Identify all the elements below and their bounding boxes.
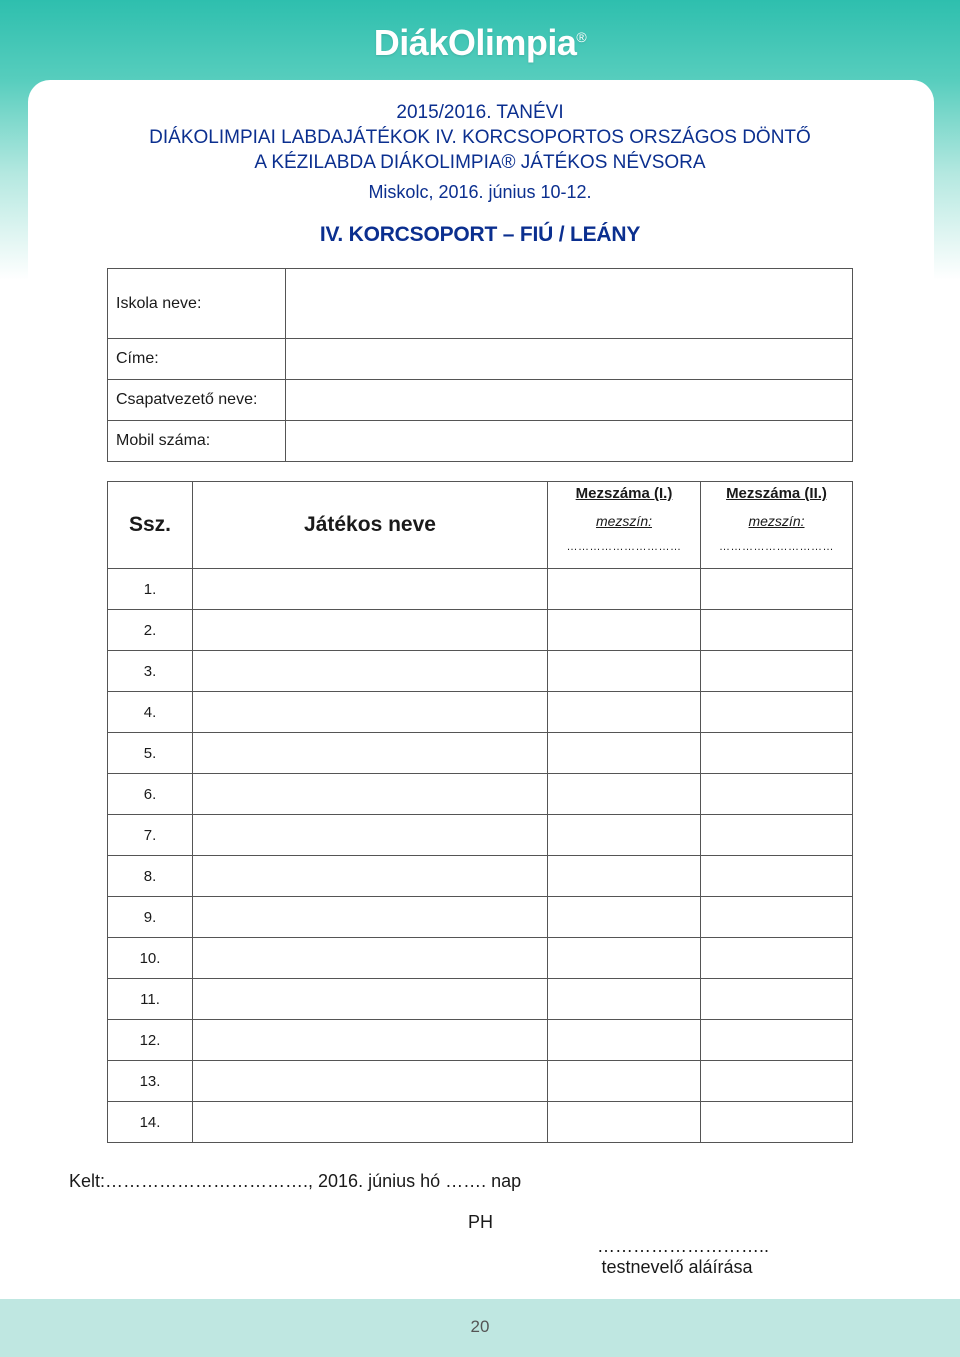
jersey-2-cell[interactable]	[701, 1020, 853, 1061]
jersey-1-cell[interactable]	[548, 733, 701, 774]
jersey-1-cell[interactable]	[548, 651, 701, 692]
jersey-1-cell[interactable]	[548, 938, 701, 979]
info-row-address	[108, 339, 853, 380]
info-row-school	[108, 269, 853, 339]
table-row	[108, 815, 853, 856]
info-row-team-leader	[108, 380, 853, 421]
row-number: 11.	[108, 979, 193, 1020]
title-event: DIÁKOLIMPIAI LABDAJÁTÉKOK IV. KORCSOPORTOS ORSZÁGOS DÖNTŐ	[149, 127, 811, 148]
jersey-2-cell[interactable]	[701, 733, 853, 774]
player-name-cell[interactable]	[193, 938, 548, 979]
logo-registered-mark: ®	[576, 29, 587, 45]
table-row	[108, 938, 853, 979]
player-name-cell[interactable]	[193, 569, 548, 610]
info-value-mobile[interactable]	[286, 421, 853, 462]
jersey-2-cell[interactable]	[701, 856, 853, 897]
jersey-2-cell[interactable]	[701, 651, 853, 692]
jersey-1-color-label: mezszín:	[595, 513, 652, 529]
jersey-1-title: Mezszáma (I.)	[575, 485, 673, 502]
signature-label: testnevelő aláírása	[601, 1257, 753, 1277]
table-row	[108, 692, 853, 733]
row-number: 14.	[108, 1102, 193, 1143]
document-title	[0, 100, 960, 207]
player-roster-table	[107, 481, 853, 1143]
player-name-cell[interactable]	[193, 774, 548, 815]
jersey-1-cell[interactable]	[548, 692, 701, 733]
player-name-cell[interactable]	[193, 1020, 548, 1061]
title-school-year: 2015/2016. TANÉVI	[396, 102, 564, 123]
jersey-1-cell[interactable]	[548, 1061, 701, 1102]
jersey-1-cell[interactable]	[548, 815, 701, 856]
jersey-1-cell[interactable]	[548, 856, 701, 897]
player-name-cell[interactable]	[193, 692, 548, 733]
jersey-2-cell[interactable]	[701, 979, 853, 1020]
info-label-mobile: Mobil száma:	[108, 421, 286, 462]
jersey-2-title: Mezszáma (II.)	[726, 485, 827, 502]
info-label-address: Címe:	[108, 339, 286, 380]
table-row	[108, 733, 853, 774]
info-label-team-leader: Csapatvezető neve:	[108, 380, 286, 421]
info-label-school: Iskola neve:	[108, 269, 286, 339]
player-name-cell[interactable]	[193, 979, 548, 1020]
row-number: 6.	[108, 774, 193, 815]
player-name-cell[interactable]	[193, 1102, 548, 1143]
jersey-1-cell[interactable]	[548, 897, 701, 938]
title-venue: Miskolc, 2016. június 10-12.	[368, 182, 592, 202]
roster-header-row	[108, 482, 853, 569]
row-number: 5.	[108, 733, 193, 774]
jersey-1-cell[interactable]	[548, 979, 701, 1020]
title-roster: A KÉZILABDA DIÁKOLIMPIA® JÁTÉKOS NÉVSORA	[254, 152, 706, 173]
player-name-cell[interactable]	[193, 815, 548, 856]
row-number: 1.	[108, 569, 193, 610]
table-row	[108, 651, 853, 692]
info-value-address[interactable]	[286, 339, 853, 380]
jersey-1-cell[interactable]	[548, 774, 701, 815]
signature-block	[597, 1236, 770, 1278]
jersey-2-cell[interactable]	[701, 692, 853, 733]
row-number: 4.	[108, 692, 193, 733]
jersey-2-cell[interactable]	[701, 815, 853, 856]
header-player-name: Játékos neve	[193, 482, 548, 569]
header-jersey-2	[701, 482, 853, 569]
table-row	[108, 979, 853, 1020]
row-number: 8.	[108, 856, 193, 897]
page-footer-band	[0, 1299, 960, 1357]
info-value-school[interactable]	[286, 269, 853, 339]
player-name-cell[interactable]	[193, 856, 548, 897]
info-value-team-leader[interactable]	[286, 380, 853, 421]
player-name-cell[interactable]	[193, 651, 548, 692]
page-number: 20	[470, 1317, 490, 1336]
jersey-2-cell[interactable]	[701, 610, 853, 651]
jersey-2-cell[interactable]	[701, 938, 853, 979]
player-name-cell[interactable]	[193, 897, 548, 938]
jersey-2-cell[interactable]	[701, 774, 853, 815]
signature-line: ………………………..	[597, 1236, 770, 1256]
jersey-2-color-label: mezszín:	[748, 513, 805, 529]
row-number: 3.	[108, 651, 193, 692]
jersey-2-cell[interactable]	[701, 1061, 853, 1102]
jersey-2-cell[interactable]	[701, 569, 853, 610]
table-row	[108, 897, 853, 938]
table-row	[108, 1020, 853, 1061]
jersey-1-cell[interactable]	[548, 1020, 701, 1061]
info-row-mobile	[108, 421, 853, 462]
row-number: 12.	[108, 1020, 193, 1061]
stamp-placeholder: PH	[468, 1212, 494, 1232]
jersey-1-cell[interactable]	[548, 610, 701, 651]
diakolimpia-logo	[0, 22, 960, 64]
category-heading: IV. KORCSOPORT – FIÚ / LEÁNY	[319, 223, 641, 246]
row-number: 7.	[108, 815, 193, 856]
row-number: 10.	[108, 938, 193, 979]
row-number: 13.	[108, 1061, 193, 1102]
table-row	[108, 856, 853, 897]
logo-text: DiákOlimpia	[373, 22, 577, 63]
header-number: Ssz.	[108, 482, 193, 569]
player-name-cell[interactable]	[193, 1061, 548, 1102]
player-name-cell[interactable]	[193, 733, 548, 774]
jersey-2-cell[interactable]	[701, 1102, 853, 1143]
jersey-1-color-blank: …………………………	[566, 541, 682, 553]
table-row	[108, 610, 853, 651]
row-number: 9.	[108, 897, 193, 938]
roster-body	[108, 569, 853, 1143]
jersey-1-cell[interactable]	[548, 1102, 701, 1143]
date-line: Kelt:……………………………., 2016. június hó ……. nap	[69, 1171, 522, 1191]
team-info-table	[107, 268, 853, 462]
table-row	[108, 569, 853, 610]
table-row	[108, 774, 853, 815]
player-name-cell[interactable]	[193, 610, 548, 651]
jersey-2-color-blank: …………………………	[719, 541, 834, 553]
jersey-2-cell[interactable]	[701, 897, 853, 938]
row-number: 2.	[108, 610, 193, 651]
table-row	[108, 1061, 853, 1102]
jersey-1-cell[interactable]	[548, 569, 701, 610]
header-jersey-1	[548, 482, 701, 569]
table-row	[108, 1102, 853, 1143]
